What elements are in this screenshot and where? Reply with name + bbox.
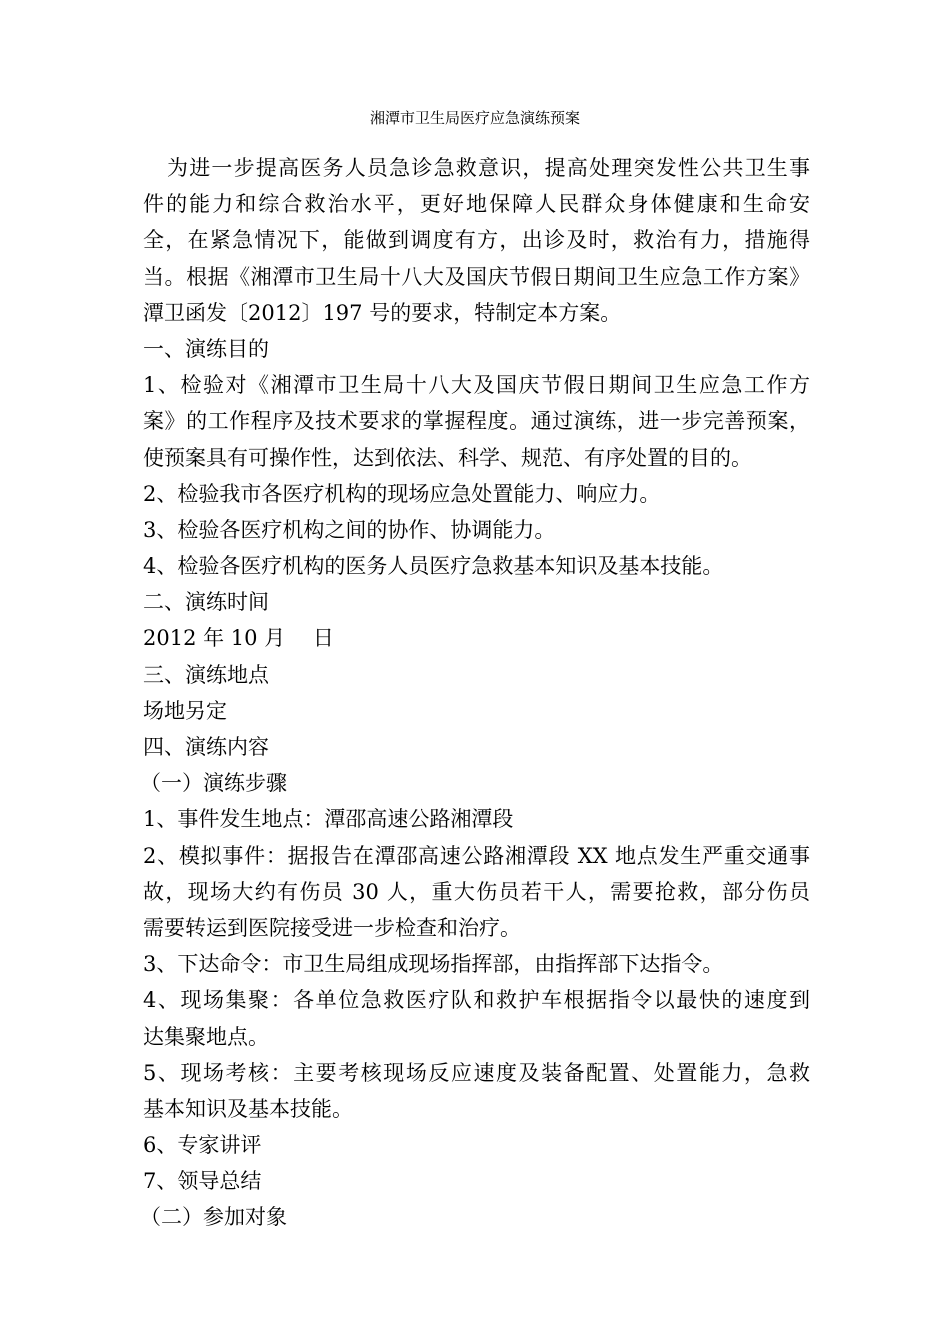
paragraph-line: 1、检验对《湘潭市卫生局十八大及国庆节假日期间卫生应急工作方	[143, 373, 810, 398]
paragraph-line: 4、现场集聚：各单位急救医疗队和救护车根据指令以最快的速度到	[143, 988, 810, 1013]
paragraph-line: 7、领导总结	[143, 1169, 262, 1194]
paragraph-line: 6、专家讲评	[143, 1133, 262, 1158]
paragraph-line: 使预案具有可操作性，达到依法、科学、规范、有序处置的目的。	[143, 445, 752, 470]
section-heading: 一、演练目的	[143, 336, 269, 361]
paragraph-line: 件的能力和综合救治水平，更好地保障人民群众身体健康和生命安	[143, 192, 810, 217]
paragraph-line: 当。根据《湘潭市卫生局十八大及国庆节假日期间卫生应急工作方案》	[143, 264, 810, 289]
paragraph-line: 3、检验各医疗机构之间的协作、协调能力。	[143, 517, 556, 542]
paragraph-line: 2、检验我市各医疗机构的现场应急处置能力、响应力。	[143, 481, 661, 506]
section-heading: 二、演练时间	[143, 590, 269, 615]
subsection-heading: （二）参加对象	[140, 1205, 287, 1230]
subsection-heading: （一）演练步骤	[140, 771, 287, 796]
paragraph-line: 2012 年 10 月 日	[143, 626, 334, 651]
paragraph-line: 为进一步提高医务人员急诊急救意识，提高处理突发性公共卫生事	[167, 156, 810, 180]
paragraph-line: 潭卫函发〔2012〕197 号的要求，特制定本方案。	[143, 300, 622, 325]
paragraph-line: 4、检验各医疗机构的医务人员医疗急救基本知识及基本技能。	[143, 554, 724, 579]
section-heading: 三、演练地点	[143, 662, 269, 687]
paragraph-line: 场地另定	[143, 698, 227, 723]
paragraph-line: 达集聚地点。	[143, 1024, 269, 1049]
section-heading: 四、演练内容	[143, 735, 269, 759]
paragraph-line: 1、事件发生地点：潭邵高速公路湘潭段	[143, 807, 514, 832]
paragraph-line: 故，现场大约有伤员 30 人，重大伤员若干人，需要抢救，部分伤员	[143, 879, 810, 904]
paragraph-line: 案》的工作程序及技术要求的掌握程度。通过演练，进一步完善预案，	[143, 409, 810, 434]
paragraph-line: 5、现场考核：主要考核现场反应速度及装备配置、处置能力，急救	[143, 1060, 810, 1085]
paragraph-line: 基本知识及基本技能。	[143, 1096, 353, 1121]
paragraph-line: 3、下达命令：市卫生局组成现场指挥部，由指挥部下达指令。	[143, 952, 724, 977]
paragraph-line: 全，在紧急情况下，能做到调度有方，出诊及时，救治有力，措施得	[143, 228, 810, 253]
paragraph-line: 需要转运到医院接受进一步检查和治疗。	[143, 915, 521, 940]
document-body	[140, 150, 810, 1236]
document-title: 湘潭市卫生局医疗应急演练预案	[369, 109, 580, 127]
paragraph-line: 2、模拟事件：据报告在潭邵高速公路湘潭段 XX 地点发生严重交通事	[143, 843, 810, 868]
